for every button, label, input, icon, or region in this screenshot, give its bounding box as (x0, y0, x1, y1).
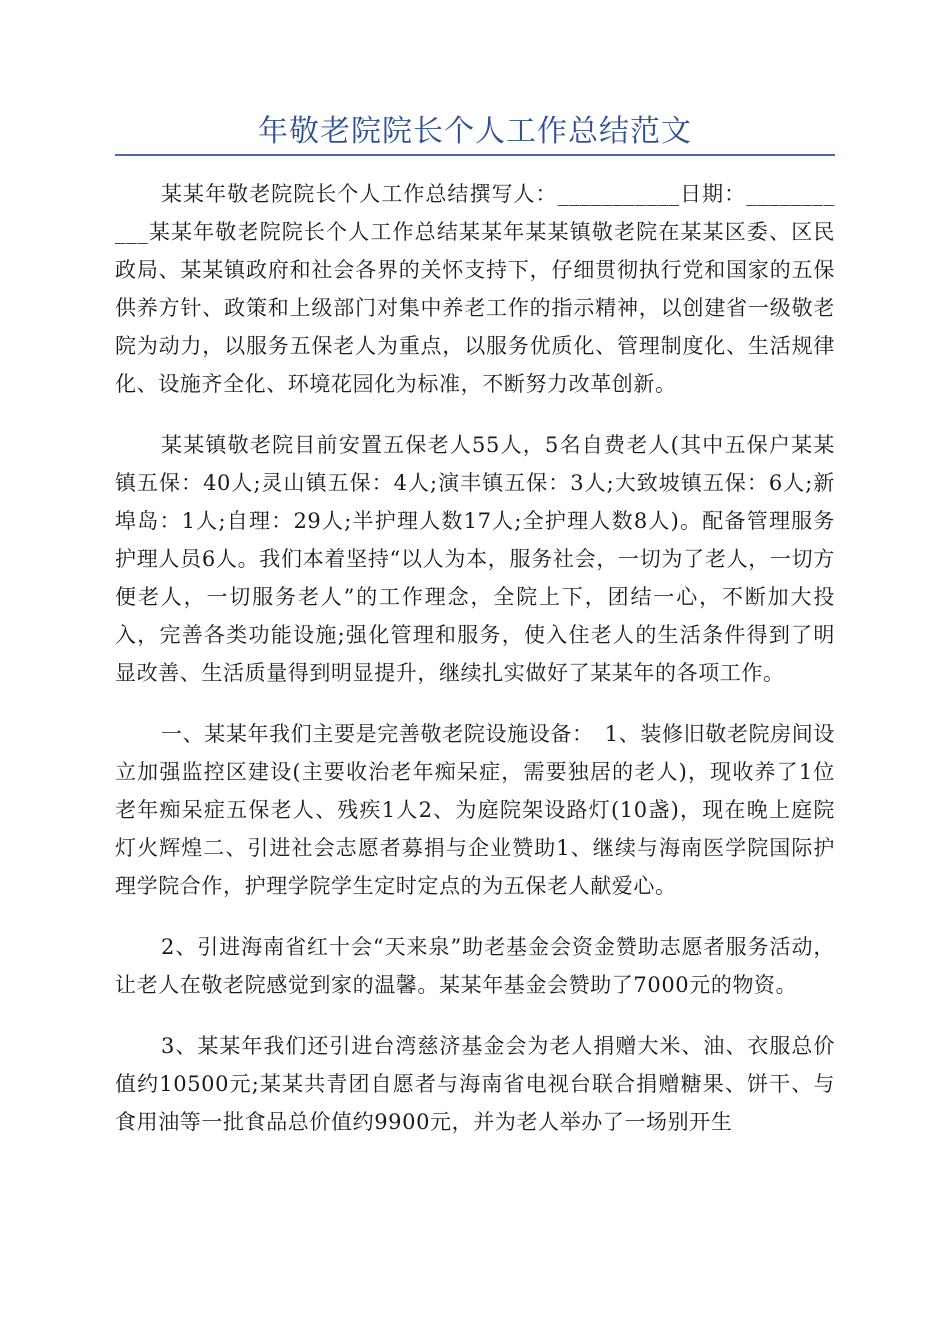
paragraph-intro: 某某年敬老院院长个人工作总结撰写人：___________日期：___________某某年敬老院院长个人工作总结某某年某某镇敬老院在某某区委、区民政局、某某镇政府和社会各界的关怀支持下，仔细贯彻执行党和国家的五保供养方针、政策和上级部门对集中养老工作的指示精神，以创建省一级敬老院为动力，以服务五保老人为重点，以服务优质化、管理制度化、生活规律化、设施齐全化、环境花园化为标准，不断努力改革创新。 (115, 182, 835, 396)
paragraph-section-one: 一、某某年我们主要是完善敬老院设施设备： 1、装修旧敬老院房间设立加强监控区建设(主要收治老年痴呆症，需要独居的老人)，现收养了1位老年痴呆症五保老人、残疾1人2、为庭院架设路灯(10盏)，现在晚上庭院灯火辉煌二、引进社会志愿者募捐与企业赞助1、继续与海南医学院国际护理学院合作，护理学院学生定时定点的为五保老人献爱心。 (115, 722, 835, 898)
page-title: 年敬老院院长个人工作总结范文 (258, 114, 692, 149)
paragraph-item-two: 2、引进海南省红十会“天来泉”助老基金会资金赞助志愿者服务活动，让老人在敬老院感觉到家的温馨。某某年基金会赞助了7000元的物资。 (115, 935, 835, 997)
document-body (115, 175, 835, 1164)
paragraph-overview: 某某镇敬老院目前安置五保老人55人，5名自费老人(其中五保户某某镇五保：40人;灵山镇五保：4人;演丰镇五保：3人;大致坡镇五保：6人;新埠岛：1人;自理：29人;半护理人数17人;全护理人数8人)。配备管理服务护理人员6人。我们本着坚持“以人为本，服务社会，一切为了老人，一切方便老人，一切服务老人”的工作理念，全院上下，团结一心，不断加大投入，完善各类功能设施;强化管理和服务，使入住老人的生活条件得到了明显改善、生活质量得到明显提升，继续扎实做好了某某年的各项工作。 (115, 433, 835, 685)
title-underline (115, 154, 835, 156)
paragraph-item-three: 3、某某年我们还引进台湾慈济基金会为老人捐赠大米、油、衣服总价值约10500元;某某共青团自愿者与海南省电视台联合捐赠糖果、饼干、与食用油等一批食品总价值约9900元，并为老人举办了一场别开生 (115, 1034, 835, 1134)
